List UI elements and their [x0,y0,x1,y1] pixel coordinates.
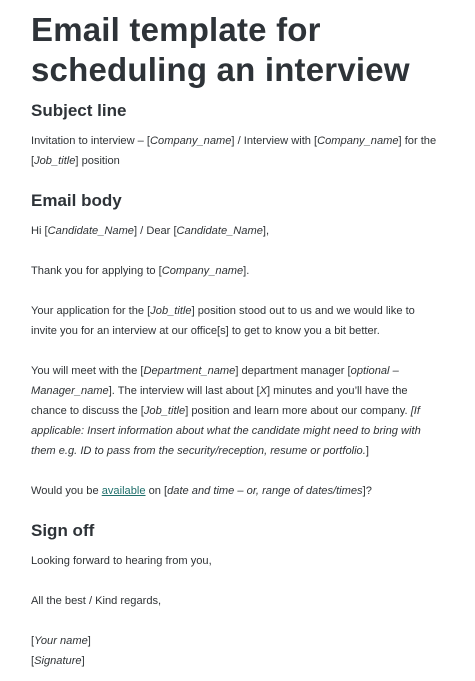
sign-off-line-2: All the best / Kind regards, [31,595,162,607]
body-meeting-line-3: chance to discuss the [Job_title] position and learn more about our company. [If [31,405,420,417]
body-greeting: Hi [Candidate_Name] / Dear [Candidate_Name], [31,225,270,237]
email-body-heading: Email body [31,191,122,210]
sign-off-heading: Sign off [31,521,95,540]
sign-off-your-name: [Your name] [31,635,91,647]
available-link[interactable]: available [101,485,146,497]
body-meeting-line-1: You will meet with the [Department_name] department manager [optional – [31,365,399,377]
subject-line-heading: Subject line [31,101,127,120]
body-availability: Would you be available on [date and time – or, range of dates/times]? [31,485,372,497]
body-thanks: Thank you for applying to [Company_name]. [31,265,250,277]
body-meeting-line-4: applicable: Insert information about what the candidate might need to bring with [31,425,421,437]
page-title [31,10,471,90]
body-application-line-2: invite you for an interview at our office[s] to get to know you a bit better. [31,325,380,337]
sign-off-line-1: Looking forward to hearing from you, [31,555,212,567]
sign-off-signature: [Signature] [31,655,85,667]
body-meeting-line-5: them e.g. ID to pass from the security/reception, resume or portfolio.] [31,445,369,457]
body-meeting-line-2: Manager_name]. The interview will last about [X] minutes and you’ll have the [31,385,408,397]
page-title-line-2: scheduling an interview [31,51,410,88]
body-application-line-1: Your application for the [Job_title] position stood out to us and we would like to [31,305,415,317]
subject-line-text-1: Invitation to interview – [Company_name] / Interview with [Company_name] for the [31,135,437,147]
page-title-line-1: Email template for [31,11,321,48]
subject-line-text-2: [Job_title] position [31,155,120,167]
